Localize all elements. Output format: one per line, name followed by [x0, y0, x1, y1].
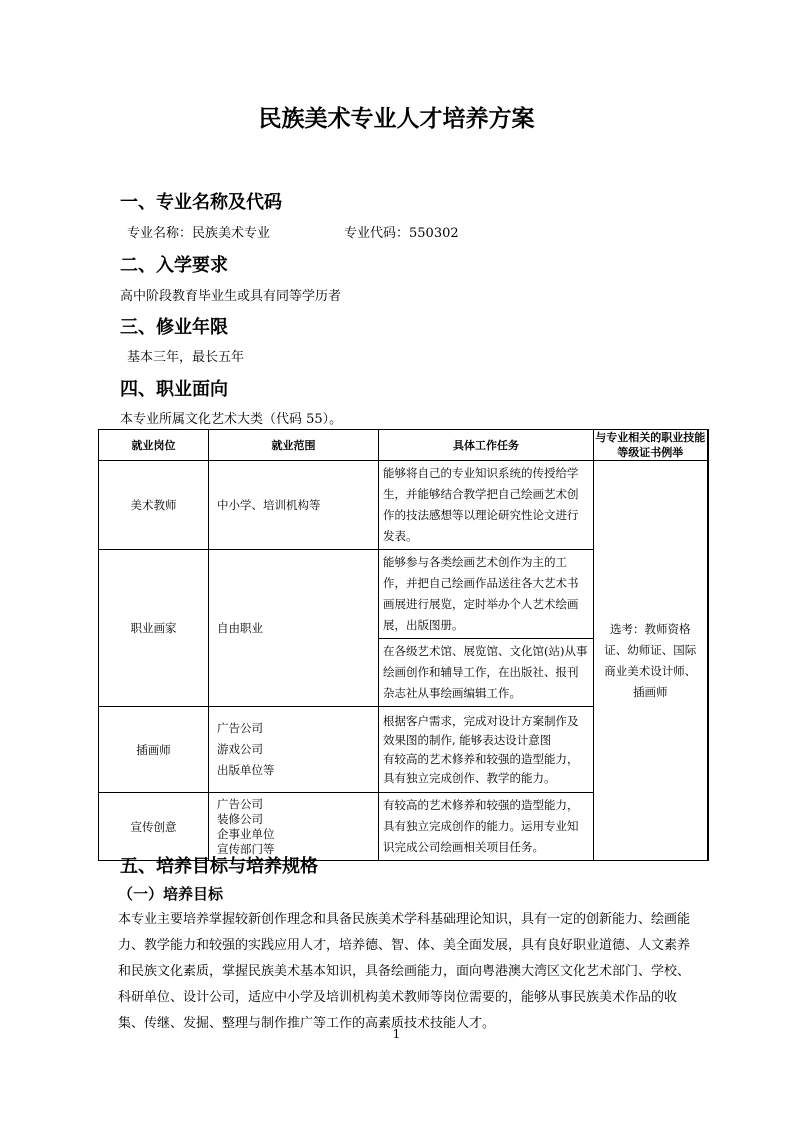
- task-cell: 能够参与各类绘画艺术创作为主的工作，并把自己绘画作品送往各大艺术书画展进行展览，定时举办个人艺术绘画展，出版图册。: [379, 550, 594, 639]
- duration-text: 基本三年，最长五年: [127, 350, 245, 365]
- career-intro: 本专业所属文化艺术大类（代码 55）。: [120, 412, 343, 427]
- section-3-heading: 三、修业年限: [120, 317, 228, 338]
- post-cell: 插画师: [99, 707, 209, 793]
- major-code: 专业代码：550302: [344, 226, 459, 241]
- goal-paragraph-text: 本专业主要培养掌握较新创作理念和具备民族美术学科基础理论知识，具有一定的创新能力、绘画能力、教学能力和较强的实践应用人才，培养德、智、体、美全面发展，具有良好职业道德、人文素养和民族文化素质，掌握民族美术基本知识，具备绘画能力，面向粤港澳大湾区文化艺术部门、学校、科研单位、设计公司，适应中小学及培训机构美术教师等岗位需要的，能够从事民族美术作品的收集、传继、发掘、整理与制作推广等工作的高素质技术技能人才。: [118, 912, 691, 1031]
- header-scope: 就业范围: [209, 430, 379, 461]
- post-cell: 宣传创意: [99, 793, 209, 861]
- cert-cell: 选考：教师资格证、幼师证、国际商业美术设计师、插画师: [594, 461, 708, 861]
- scope-item: 企事业单位: [217, 826, 275, 841]
- scope-item: 广告公司: [217, 796, 263, 811]
- scope-item: 宣传部门等: [217, 841, 275, 856]
- table-header-row: [99, 430, 708, 461]
- page-number: 1: [392, 1027, 401, 1041]
- task-cell: 在各级艺术馆、展览馆、文化馆(站)从事绘画创作和辅导工作，在出版社、报刊杂志社从事绘画编辑工作。: [379, 639, 594, 707]
- post-cell: 美术教师: [99, 461, 209, 550]
- header-cert: 与专业相关的职业技能等级证书例举: [594, 430, 708, 461]
- section-4-heading: 四、职业面向: [120, 379, 228, 400]
- task-cell: 能够将自己的专业知识系统的传授给学生，并能够结合教学把自己绘画艺术创作的技法感想等以理论研究性论文进行发表。: [379, 461, 594, 550]
- section-2-heading: 二、入学要求: [120, 255, 228, 276]
- scope-cell: 中小学、培训机构等: [209, 461, 379, 550]
- header-tasks: 具体工作任务: [379, 430, 594, 461]
- scope-item: 游戏公司: [217, 742, 263, 756]
- scope-item: 装修公司: [217, 811, 263, 826]
- header-post: 就业岗位: [99, 430, 209, 461]
- scope-cell: 自由职业: [209, 550, 379, 707]
- admission-text: 高中阶段教育毕业生或具有同等学历者: [120, 289, 342, 304]
- section-1-heading: 一、专业名称及代码: [120, 192, 282, 213]
- post-cell: 职业画家: [99, 550, 209, 707]
- scope-item: 广告公司: [217, 721, 263, 735]
- subsection-heading: （一）培养目标: [118, 885, 224, 903]
- scope-cell: [209, 793, 379, 861]
- scope-item: 出版单位等: [217, 763, 275, 777]
- task-line: 有较高的艺术修养和较强的造型能力，具有独立完成创作、教学的能力。: [383, 751, 579, 785]
- task-line: 根据客户需求，完成对设计方案制作及效果图的制作, 能够表达设计意图: [383, 713, 579, 747]
- section-5-heading: 五、培养目标与培养规格: [120, 856, 318, 877]
- table-row: [99, 461, 708, 550]
- scope-cell: [209, 707, 379, 793]
- goal-paragraph: [118, 907, 698, 1037]
- document-title: 民族美术专业人才培养方案: [258, 106, 535, 132]
- task-cell: [379, 707, 594, 793]
- task-cell: 有较高的艺术修养和较强的造型能力，具有独立完成创作的能力。运用专业知识完成公司绘画相关项目任务。: [379, 793, 594, 861]
- career-table: [98, 429, 709, 861]
- major-name: 专业名称：民族美术专业: [127, 226, 271, 241]
